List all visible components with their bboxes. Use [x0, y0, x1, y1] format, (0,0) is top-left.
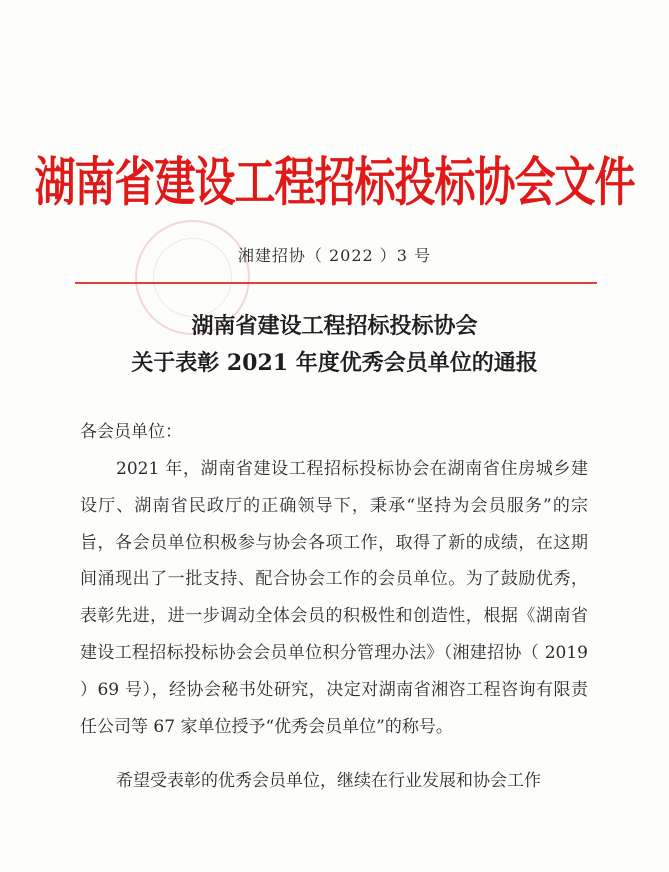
document-masthead: 湖南省建设工程招标投标协会文件 — [34, 151, 635, 213]
document-title-line-1: 湖南省建设工程招标投标协会 — [191, 313, 478, 339]
salutation: 各会员单位： — [80, 422, 182, 442]
document-number: 湘建招协（ 2022 ）3 号 — [237, 246, 432, 265]
red-header-rule — [75, 282, 597, 284]
document-title-line-2: 关于表彰 2021 年度优秀会员单位的通报 — [131, 350, 538, 376]
body-paragraph-1: 2021 年，湖南省建设工程招标投标协会在湖南省住房城乡建设厅、湖南省民政厅的正确领导下，秉承“坚持为会员服务”的宗旨，各会员单位积极参与协会各项工作，取得了新的成绩，在这期间涌现出了一批支持、配合协会工作的会员单位。为了鼓励优秀，表彰先进，进一步调动全体会员的积极性和创造性，根据《湖南省建设工程招标投标协会会员单位积分管理办法》（湘建招协（ 2019 ）69 号），经协会秘书处研究，决定对湖南省湘咨工程咨询有限责任公司等 67 家单位授予“优秀会员单位”的称号。 — [80, 459, 588, 737]
body-paragraph-2: 希望受表彰的优秀会员单位，继续在行业发展和协会工作 — [116, 771, 541, 791]
